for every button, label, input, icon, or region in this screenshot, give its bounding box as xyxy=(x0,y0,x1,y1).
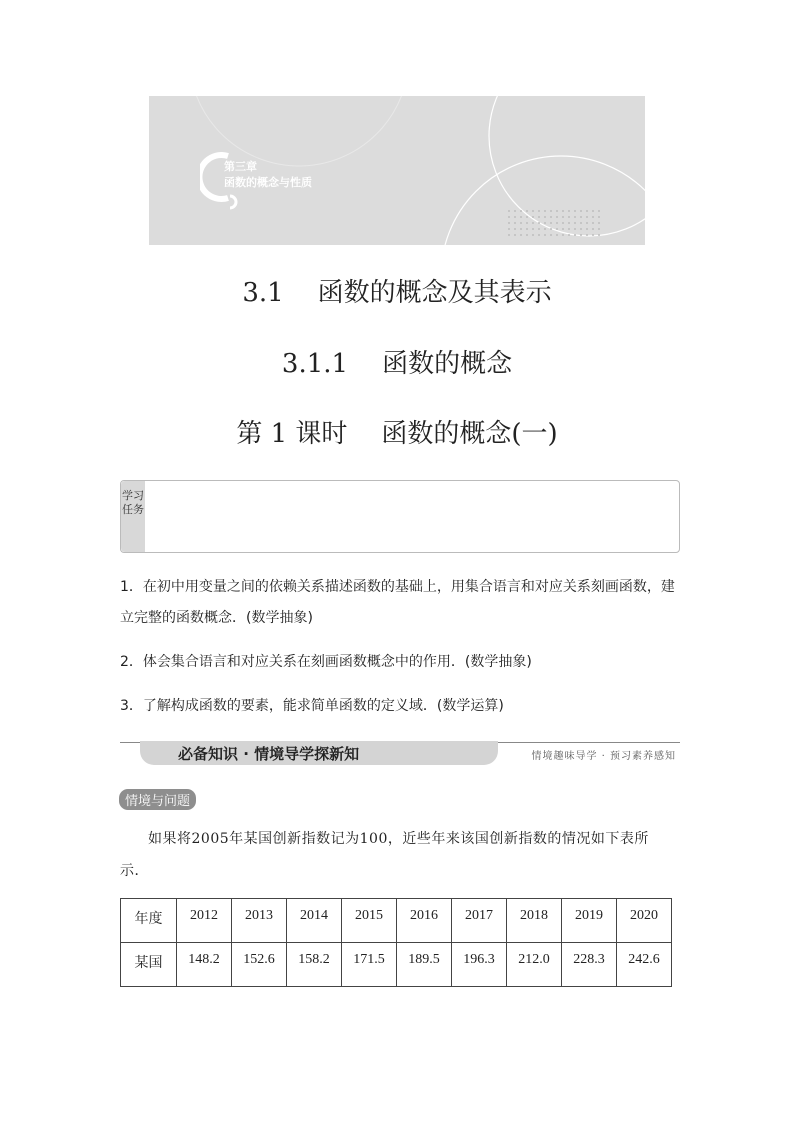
table-cell: 2020 xyxy=(617,899,672,943)
table-cell: 2012 xyxy=(177,899,232,943)
goal-item-1: 1．在初中用变量之间的依赖关系描述函数的基础上，用集合语言和对应关系刻画函数，建立完整的函数概念．(数学抽象) xyxy=(120,579,675,626)
table-cell: 2019 xyxy=(562,899,617,943)
section-bar-title: 必备知识 · 情境导学探新知 xyxy=(178,745,360,763)
goal-item-3: 3．了解构成函数的要素，能求简单函数的定义域．(数学运算) xyxy=(120,698,504,714)
table-cell: 148.2 xyxy=(177,943,232,987)
table-cell: 2015 xyxy=(342,899,397,943)
table-row xyxy=(121,899,672,943)
subsection-heading xyxy=(0,343,794,380)
subsection-number: 3.1.1 xyxy=(281,349,349,379)
lesson-number: 第 1 课时 xyxy=(236,419,348,449)
table-cell: 2014 xyxy=(287,899,342,943)
table-cell: 242.6 xyxy=(617,943,672,987)
table-header-year: 年度 xyxy=(121,899,177,943)
table-cell: 171.5 xyxy=(342,943,397,987)
lesson-heading xyxy=(0,413,794,450)
goal-item-2: 2．体会集合语言和对应关系在刻画函数概念中的作用．(数学抽象) xyxy=(120,654,532,670)
scenario-tag: 情境与问题 xyxy=(119,789,196,810)
table-header-country: 某国 xyxy=(121,943,177,987)
table-cell: 228.3 xyxy=(562,943,617,987)
table-cell: 158.2 xyxy=(287,943,342,987)
section-title-pill xyxy=(140,741,498,765)
table-cell: 152.6 xyxy=(232,943,287,987)
section-heading xyxy=(0,272,794,309)
table-row xyxy=(121,943,672,987)
learning-task-label: 学习任务 xyxy=(122,489,144,516)
table-cell: 2017 xyxy=(452,899,507,943)
scenario-paragraph: 如果将2005年某国创新指数记为100，近些年来该国创新指数的情况如下表所示． xyxy=(120,831,649,879)
innovation-index-table xyxy=(120,898,672,987)
chapter-number: 第三章 xyxy=(224,160,257,173)
subsection-title: 函数的概念 xyxy=(382,349,513,379)
table-cell: 2016 xyxy=(397,899,452,943)
section-bar xyxy=(120,741,680,767)
table-cell: 189.5 xyxy=(397,943,452,987)
table-cell: 2018 xyxy=(507,899,562,943)
section-title: 函数的概念及其表示 xyxy=(317,278,552,308)
chapter-title: 函数的概念与性质 xyxy=(224,176,312,189)
section-bar-subtitle: 情境趣味导学 · 预习素养感知 xyxy=(531,751,676,762)
table-cell: 2013 xyxy=(232,899,287,943)
learning-task-box xyxy=(120,480,680,553)
table-cell: 212.0 xyxy=(507,943,562,987)
lesson-title: 函数的概念(一) xyxy=(381,419,558,449)
section-number: 3.1 xyxy=(242,278,284,308)
learning-task-tab xyxy=(121,481,145,552)
table-cell: 196.3 xyxy=(452,943,507,987)
